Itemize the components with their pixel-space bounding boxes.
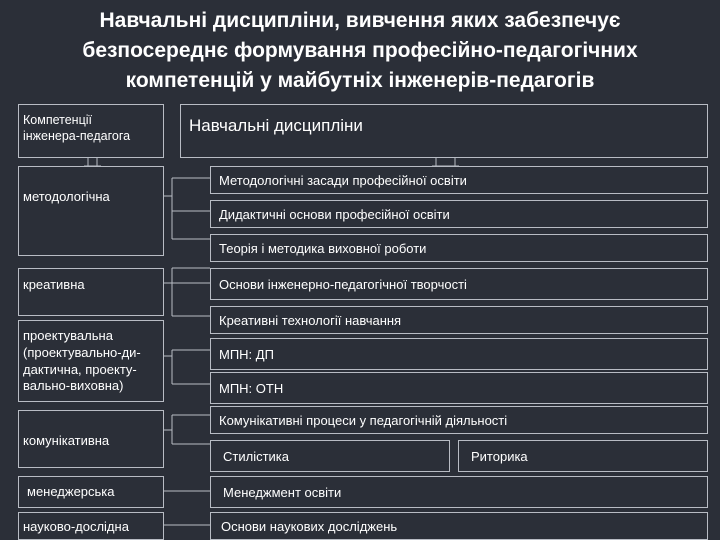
- competency-communicative-label: комунікативна: [23, 433, 110, 448]
- competency-design-box: [18, 320, 164, 402]
- discipline-1-label: Методологічні засади професійної освіти: [219, 173, 467, 188]
- competency-managerial-box: [18, 476, 164, 508]
- discipline-2-box: [210, 200, 708, 228]
- discipline-6-label: МПН: ДП: [219, 347, 274, 362]
- discipline-10-label: Риторика: [471, 449, 528, 464]
- competency-creative-box: [18, 268, 164, 316]
- discipline-4-box: [210, 268, 708, 300]
- discipline-3-label: Теорія і методика виховної роботи: [219, 241, 427, 256]
- discipline-3-box: [210, 234, 708, 262]
- competency-methodological-label: методологічна: [23, 189, 110, 204]
- discipline-12-box: [210, 512, 708, 540]
- title-line-2: безпосереднє формування професійно-педагогічних: [82, 39, 638, 62]
- discipline-5-box: [210, 306, 708, 334]
- discipline-11-box: [210, 476, 708, 508]
- competency-research-label: науково-дослідна: [23, 519, 129, 534]
- discipline-5-label: Креативні технології навчання: [219, 313, 402, 328]
- discipline-8-box: [210, 406, 708, 434]
- discipline-6-box: [210, 338, 708, 370]
- competencies-header-line-2: інженера-педагога: [23, 129, 131, 143]
- competencies-header-line-1: Компетенції: [23, 113, 92, 127]
- competency-creative-label: креативна: [23, 277, 85, 292]
- disciplines-header-label: Навчальні дисципліни: [189, 116, 363, 135]
- competency-managerial-label: менеджерська: [27, 484, 115, 499]
- discipline-11-label: Менеджмент освіти: [223, 485, 342, 500]
- competency-design-line-2: (проектувально-ди-: [23, 345, 141, 360]
- discipline-7-box: [210, 372, 708, 404]
- discipline-9-label: Стилістика: [223, 449, 289, 464]
- discipline-2-label: Дидактичні основи професійної освіти: [219, 207, 450, 222]
- discipline-8-label: Комунікативні процеси у педагогічній діяльності: [219, 413, 508, 428]
- discipline-9-box: [210, 440, 450, 472]
- competency-design-line-3: дактична, проекту-: [23, 362, 137, 377]
- title-line-1: Навчальні дисципліни, вивчення яких забезпечує: [99, 9, 621, 32]
- title-line-3: компетенцій у майбутніх інженерів-педагогів: [125, 69, 595, 92]
- discipline-7-label: МПН: ОТН: [219, 381, 284, 396]
- competency-research-box: [18, 512, 164, 540]
- competency-methodological-box: [18, 166, 164, 256]
- competency-design-line-4: вально-виховна): [23, 378, 124, 393]
- competency-communicative-box: [18, 410, 164, 468]
- discipline-10-box: [458, 440, 708, 472]
- discipline-1-box: [210, 166, 708, 194]
- competency-design-line-1: проектувальна: [23, 328, 113, 343]
- disciplines-header-box: [180, 104, 708, 158]
- competencies-header-box: [18, 104, 164, 158]
- discipline-12-label: Основи наукових досліджень: [221, 519, 398, 534]
- discipline-4-label: Основи інженерно-педагогічної творчості: [219, 277, 467, 292]
